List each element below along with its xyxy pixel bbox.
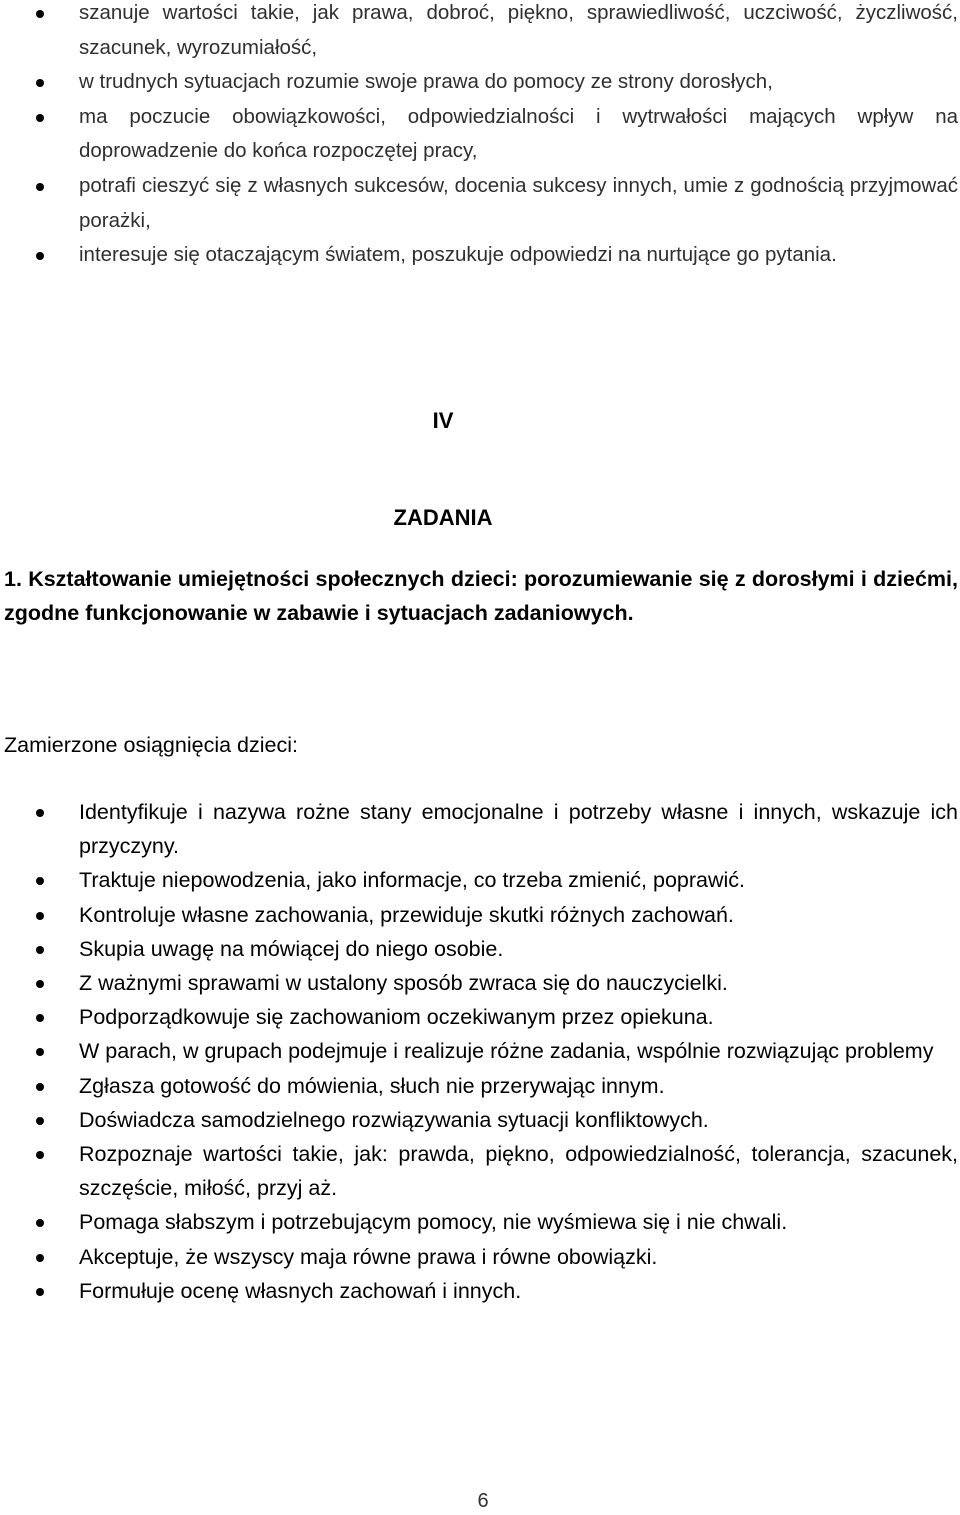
list-item — [0, 1069, 960, 1103]
list-item — [0, 1137, 960, 1205]
bullet-icon — [36, 1117, 44, 1125]
list-item-text: Doświadcza samodzielnego rozwiązywania sytuacji konfliktowych. — [79, 1107, 709, 1132]
list-item — [0, 1205, 960, 1239]
list-item-text: Pomaga słabszym i potrzebującym pomocy, nie wyśmiewa się i nie chwali. — [79, 1210, 788, 1235]
task-heading: 1. Kształtowanie umiejętności społecznych dzieci: porozumiewanie się z dorosłymi i dziećmi, zgodne funkcjonowanie w zabawie i sytuacjach zadaniowych. — [4, 567, 958, 625]
list-item — [0, 238, 960, 273]
list-item — [0, 100, 960, 169]
list-item-text: Rozpoznaje wartości takie, jak: prawda, piękno, odpowiedzialność, tolerancja, szacunek, szczęście, miłość, przyj aż. — [79, 1142, 958, 1201]
list-item-text: szanuje wartości takie, jak prawa, dobroć, piękno, sprawiedliwość, uczciwość, życzliwość, szacunek, wyrozumiałość, — [79, 1, 958, 59]
bullet-icon — [36, 809, 44, 817]
bullet-icon — [36, 1014, 44, 1022]
list-item — [0, 863, 960, 897]
bullet-icon — [36, 183, 44, 191]
section-title: ZADANIA — [393, 505, 493, 530]
bullet-icon — [36, 877, 44, 885]
bullet-icon — [36, 79, 44, 87]
list-item-text: Traktuje niepowodzenia, jako informacje, co trzeba zmienić, poprawić. — [79, 868, 746, 893]
list-item-text: Akceptuje, że wszyscy maja równe prawa i równe obowiązki. — [79, 1244, 658, 1269]
bullet-icon — [36, 1288, 44, 1296]
bullet-icon — [36, 946, 44, 954]
list-item — [0, 65, 960, 100]
list-item-text: Podporządkowuje się zachowaniom oczekiwanym przez opiekuna. — [79, 1005, 714, 1030]
list-item-text: potrafi cieszyć się z własnych sukcesów, docenia sukcesy innych, umie z godnością przyjmować porażki, — [79, 173, 958, 232]
section-number: IV — [432, 408, 454, 433]
achievements-list — [0, 795, 960, 1308]
bullet-icon — [36, 1048, 44, 1056]
list-item-text: interesuje się otaczającym światem, poszukuje odpowiedzi na nurtujące go pytania. — [79, 243, 837, 267]
list-item — [0, 1000, 960, 1034]
achievements-label: Zamierzone osiągnięcia dzieci: — [4, 733, 298, 757]
list-item — [0, 169, 960, 238]
list-item — [0, 0, 960, 65]
list-item-text: Formułuje ocenę własnych zachowań i innych. — [79, 1278, 522, 1303]
list-item-text: Identyfikuje i nazywa rożne stany emocjonalne i potrzeby własne i innych, wskazuje ich przyczyny. — [79, 800, 958, 859]
list-item-text: Zgłasza gotowość do mówienia, słuch nie przerywając innym. — [79, 1073, 665, 1098]
list-item-text: ma poczucie obowiązkowości, odpowiedzialności i wytrwałości mających wpływ na doprowadzenie do końca rozpoczętej pracy, — [79, 104, 958, 163]
bullet-icon — [36, 1151, 44, 1159]
bullet-icon — [36, 1083, 44, 1091]
list-item-text: w trudnych sytuacjach rozumie swoje prawa do pomocy ze strony dorosłych, — [79, 70, 773, 94]
bullet-icon — [36, 980, 44, 988]
list-item — [0, 1240, 960, 1274]
bullet-icon — [36, 912, 44, 920]
bullet-icon — [36, 1254, 44, 1262]
list-item-text: Skupia uwagę na mówiącej do niego osobie. — [79, 936, 504, 961]
list-item — [0, 932, 960, 966]
page-number: 6 — [477, 1490, 489, 1512]
list-item-text: Z ważnymi sprawami w ustalony sposób zwraca się do nauczycielki. — [79, 971, 728, 996]
list-item — [0, 795, 960, 863]
list-item — [0, 966, 960, 1000]
values-list — [0, 0, 960, 273]
bullet-icon — [36, 10, 44, 18]
bullet-icon — [36, 1219, 44, 1227]
list-item-text: W parach, w grupach podejmuje i realizuje różne zadania, wspólnie rozwiązując problemy — [79, 1039, 934, 1064]
list-item — [0, 1274, 960, 1308]
list-item — [0, 898, 960, 932]
list-item-text: Kontroluje własne zachowania, przewiduje skutki różnych zachowań. — [79, 902, 734, 927]
bullet-icon — [36, 114, 44, 122]
bullet-icon — [36, 252, 44, 260]
list-item — [0, 1103, 960, 1137]
list-item — [0, 1034, 960, 1068]
